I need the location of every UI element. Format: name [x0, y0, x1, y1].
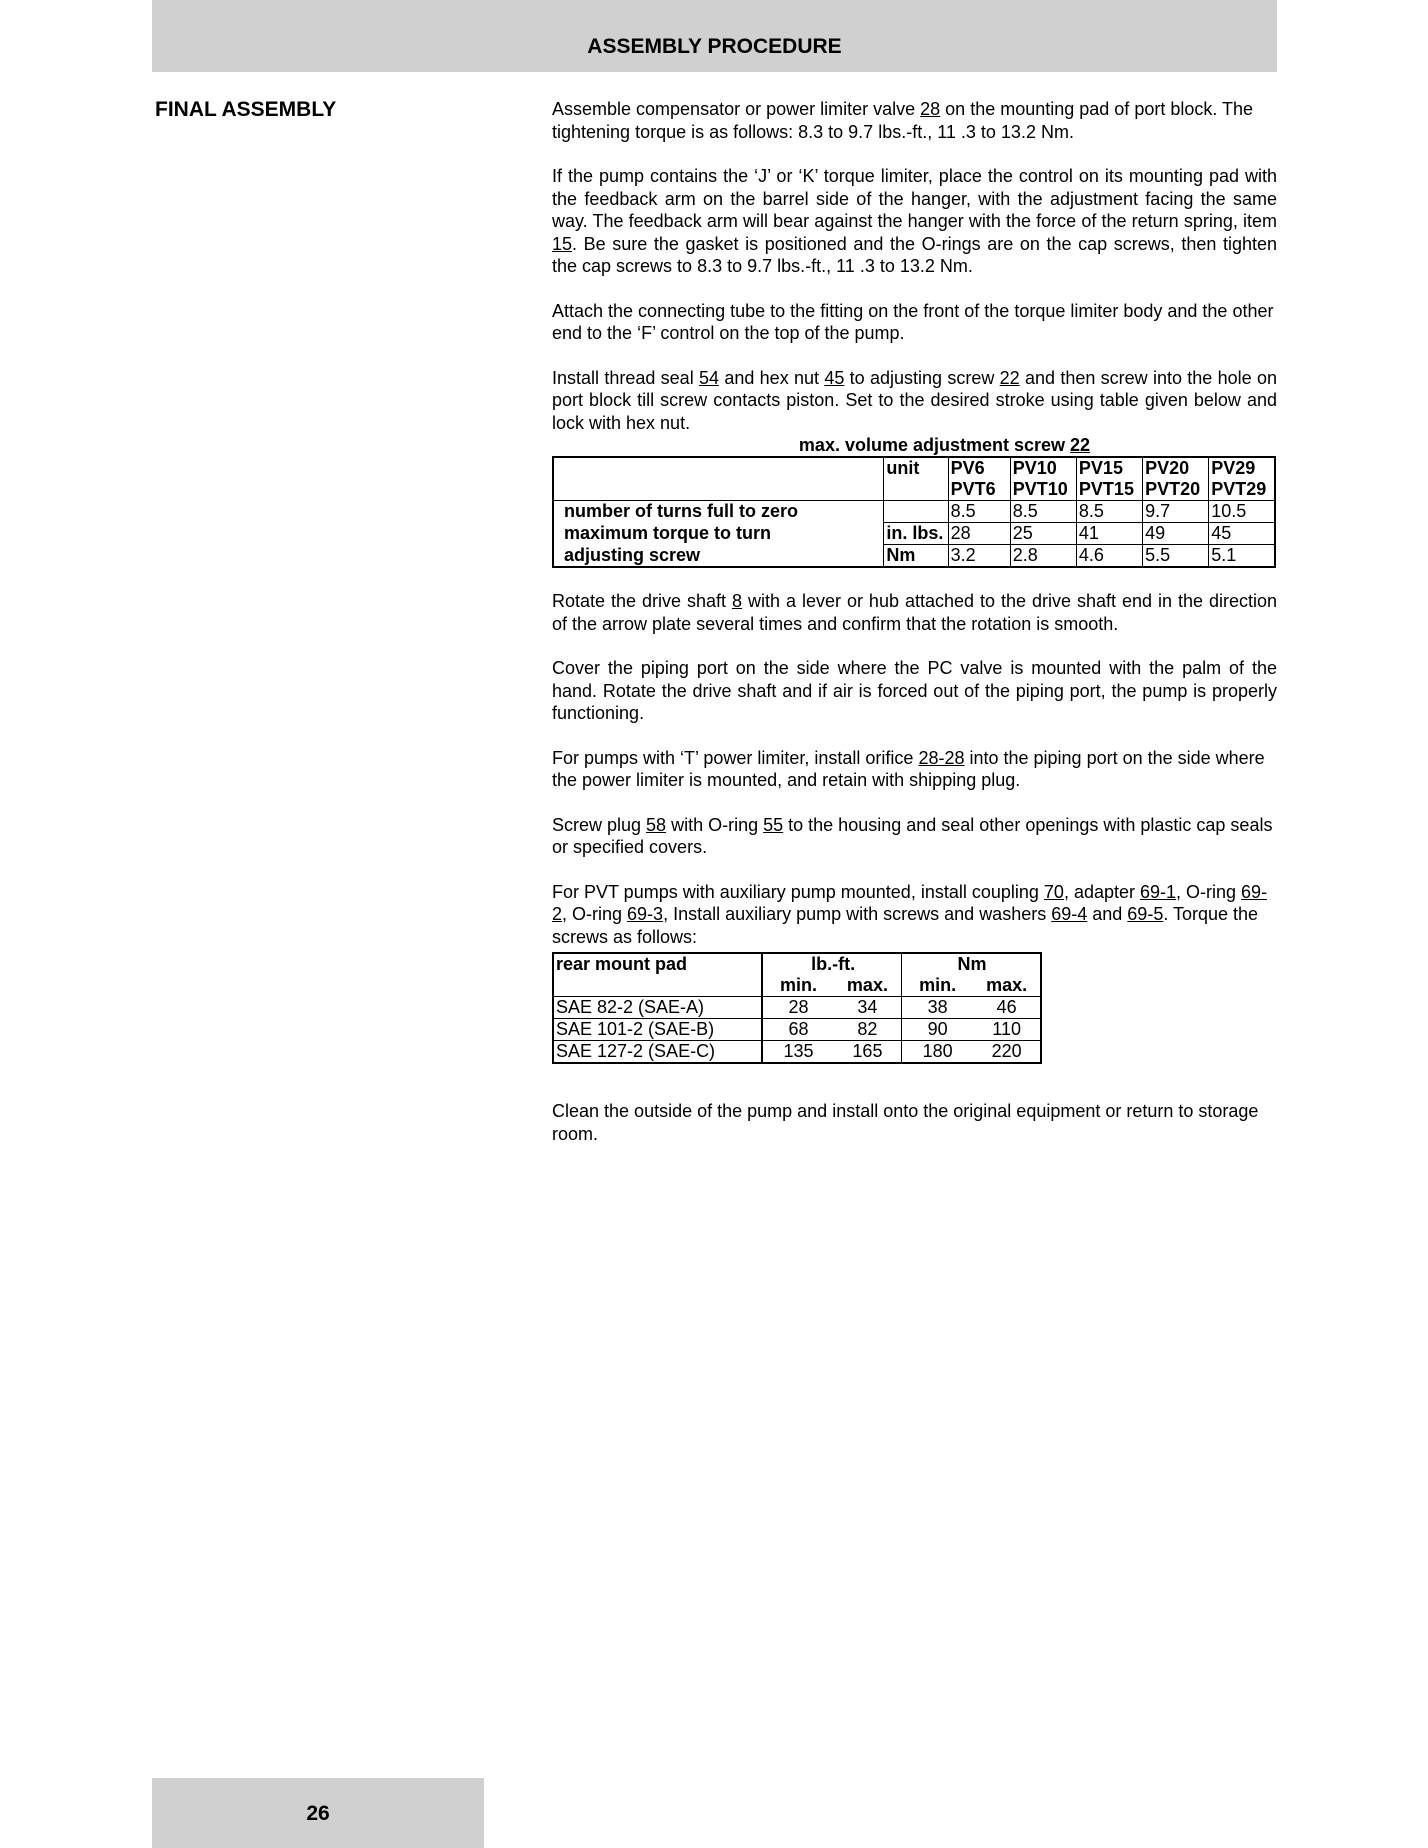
part-reference: 69-5 — [1127, 904, 1164, 924]
table-header-model: PVT6 — [948, 479, 1010, 501]
table-header-model: PV6 — [948, 457, 1010, 479]
table-cell-unit: Nm — [884, 545, 948, 568]
table-cell: 49 — [1143, 523, 1209, 545]
table-cell: 34 — [832, 997, 902, 1019]
table-row — [553, 479, 1275, 501]
footer-band — [152, 1778, 484, 1848]
table-row — [553, 501, 1275, 523]
table-row-label: number of turns full to zero — [553, 501, 884, 523]
part-reference: 15 — [552, 233, 573, 254]
table-header-model: PVT20 — [1143, 479, 1209, 501]
table-row-label: adjusting screw — [564, 544, 701, 565]
table-row — [553, 457, 1275, 479]
table-cell-pad: SAE 82-2 (SAE-A) — [553, 997, 762, 1019]
paragraph-text: to the housing and seal other openings with plastic cap seals or specified covers. — [552, 814, 1273, 857]
table-row — [553, 523, 1275, 545]
table-cell: 90 — [902, 1019, 972, 1041]
part-reference: 28 — [920, 99, 941, 119]
table-cell: 5.1 — [1209, 545, 1275, 568]
table-cell: 3.2 — [948, 545, 1010, 568]
paragraph-text: Cover the piping port on the side where the PC valve is mounted with the palm of the hand. Rotate the drive shaft and if air is forced out of the piping port, the pump is properly functioning. — [552, 658, 1277, 723]
table-cell: 9.7 — [1143, 501, 1209, 523]
table-row-label: maximum torque to turn — [564, 523, 772, 543]
part-reference: 54 — [699, 367, 720, 388]
paragraph-text: , O-ring — [562, 904, 628, 924]
paragraph-text: For PVT pumps with auxiliary pump mounted, install coupling — [552, 881, 1044, 902]
table-header-model: PVT15 — [1076, 479, 1142, 501]
adjustment-screw-table — [552, 456, 1276, 568]
paragraph-text: on the mounting pad of port block. The tightening torque is as follows: 8.3 to 9.7 lbs.-ft., 11 .3 to 13.2 Nm. — [552, 99, 1254, 142]
table-cell: 8.5 — [948, 501, 1010, 523]
paragraph-text: and then screw into the hole on port block till screw contacts piston. Set to the desired stroke using table given below and lock with hex nut. — [552, 367, 1277, 433]
paragraph-text: Screw plug — [552, 814, 647, 835]
paragraph-text: If the pump contains the ‘J’ or ‘K’ torque limiter, place the control on its mounting pad with the feedback arm on the barrel side of the hanger, with the adjustment facing the same way. The feedback arm will bear against the hanger with the force of the return spring, item — [552, 166, 1277, 231]
content-column — [552, 98, 1277, 1167]
part-reference: 22 — [999, 367, 1020, 388]
paragraph-text: Install thread seal — [552, 367, 699, 388]
page-number: 26 — [306, 1802, 330, 1825]
table-cell: 28 — [948, 523, 1010, 545]
paragraph-text: and — [1087, 904, 1128, 924]
adjustment-table-title-text: max. volume adjustment screw — [798, 435, 1071, 455]
paragraph-text: . Torque the screws as follows: — [552, 904, 1259, 947]
table-cell: 25 — [1010, 523, 1076, 545]
table-row — [553, 1041, 1041, 1064]
paragraph-text: to adjusting screw — [844, 367, 1000, 388]
table-cell-unit: in. lbs. — [884, 523, 948, 545]
table-cell: 135 — [762, 1041, 832, 1064]
paragraph-text: Rotate the drive shaft — [552, 591, 732, 611]
table-cell: 10.5 — [1209, 501, 1275, 523]
table-cell-blank — [553, 975, 762, 997]
paragraph-rotate-shaft — [552, 590, 1277, 635]
table-header-max: max. — [846, 975, 888, 995]
table-header-pad: rear mount pad — [556, 954, 688, 974]
paragraph-text: , Install auxiliary pump with screws and washers — [663, 904, 1052, 924]
table-row — [553, 997, 1041, 1019]
page-header-title: ASSEMBLY PROCEDURE — [587, 35, 842, 58]
part-reference: 55 — [763, 814, 784, 835]
table-cell: 220 — [971, 1041, 1041, 1064]
paragraph-text: Assemble compensator or power limiter valve — [552, 99, 921, 119]
table-cell: 2.8 — [1010, 545, 1076, 568]
adjustment-table-title — [612, 434, 1277, 456]
part-reference: 28-28 — [918, 747, 965, 768]
paragraph-screw-plug — [552, 814, 1277, 859]
table-header-unit: unit — [884, 457, 948, 479]
paragraph-text: , O-ring — [1176, 881, 1242, 902]
adjustment-table-title-ref: 22 — [1070, 435, 1091, 455]
part-reference: 8 — [732, 591, 743, 611]
part-reference: 70 — [1043, 881, 1064, 902]
part-reference: 69-1 — [1140, 881, 1177, 902]
paragraph-text: . Be sure the gasket is positioned and the O-rings are on the cap screws, then tighten the cap screws to 8.3 to 9.7 lbs.-ft., 11 .3 to 13.2 Nm. — [552, 233, 1277, 276]
part-reference: 58 — [646, 814, 667, 835]
paragraph-text: Clean the outside of the pump and install onto the original equipment or return to storage room. — [552, 1101, 1259, 1144]
table-cell: 41 — [1076, 523, 1142, 545]
table-cell: 46 — [971, 997, 1041, 1019]
section-title: FINAL ASSEMBLY — [155, 98, 337, 121]
table-cell: 28 — [762, 997, 832, 1019]
table-cell: 82 — [832, 1019, 902, 1041]
table-header-min: min. — [902, 975, 972, 997]
paragraph-torque-limiter — [552, 165, 1277, 278]
table-cell-blank — [553, 479, 884, 501]
paragraph-text: , adapter — [1063, 881, 1140, 902]
table-header-nm: Nm — [902, 953, 1041, 975]
part-reference: 45 — [824, 367, 845, 388]
table-row — [553, 953, 1041, 975]
table-header-model: PVT29 — [1209, 479, 1275, 501]
table-cell: 110 — [971, 1019, 1041, 1041]
paragraph-thread-seal — [552, 367, 1277, 435]
table-header-model: PV29 — [1209, 457, 1275, 479]
table-row — [553, 1019, 1041, 1041]
table-header-max: max. — [986, 975, 1028, 995]
part-reference: 69-4 — [1051, 904, 1088, 924]
part-reference: 69-2 — [552, 881, 1268, 924]
paragraph-connecting-tube — [552, 300, 1277, 345]
header-band — [152, 0, 1277, 72]
table-cell: 8.5 — [1076, 501, 1142, 523]
table-cell: 180 — [902, 1041, 972, 1064]
table-cell: 5.5 — [1143, 545, 1209, 568]
rear-mount-torque-table — [552, 952, 1042, 1064]
paragraph-text: For pumps with ‘T’ power limiter, install orifice — [552, 747, 919, 768]
table-header-min: min. — [762, 975, 832, 997]
table-header-model: PVT10 — [1010, 479, 1076, 501]
table-cell-pad: SAE 127-2 (SAE-C) — [553, 1041, 762, 1064]
table-header-model: PV15 — [1076, 457, 1142, 479]
table-header-model: PV10 — [1010, 457, 1076, 479]
paragraph-power-limiter — [552, 747, 1277, 792]
table-row — [553, 545, 1275, 568]
paragraph-clean-pump — [552, 1100, 1277, 1145]
part-reference: 69-3 — [627, 904, 664, 924]
table-cell: 68 — [762, 1019, 832, 1041]
table-cell-unit — [884, 501, 948, 523]
paragraph-text: and hex nut — [719, 367, 825, 388]
paragraph-cover-port — [552, 657, 1277, 725]
table-cell-pad: SAE 101-2 (SAE-B) — [553, 1019, 762, 1041]
table-cell: 8.5 — [1010, 501, 1076, 523]
table-header-model: PV20 — [1143, 457, 1209, 479]
table-header-lbft: lb.-ft. — [762, 953, 901, 975]
paragraph-text: into the piping port on the side where the power limiter is mounted, and retain with shipping plug. — [552, 747, 1265, 790]
table-cell-blank — [884, 479, 948, 501]
table-cell: 38 — [902, 997, 972, 1019]
table-cell: 4.6 — [1076, 545, 1142, 568]
table-row — [553, 975, 1041, 997]
paragraph-text: with O-ring — [666, 814, 764, 835]
paragraph-auxiliary-pump — [552, 881, 1277, 949]
paragraph-text: Attach the connecting tube to the fitting on the front of the torque limiter body and the other end to the ‘F’ control on the top of the pump. — [552, 300, 1274, 343]
table-cell: 165 — [832, 1041, 902, 1064]
table-cell: 45 — [1209, 523, 1275, 545]
table-cell-blank — [553, 457, 884, 479]
paragraph-compensator — [552, 98, 1277, 143]
paragraph-text: with a lever or hub attached to the drive shaft end in the direction of the arrow plate several times and confirm that the rotation is smooth. — [552, 591, 1277, 634]
